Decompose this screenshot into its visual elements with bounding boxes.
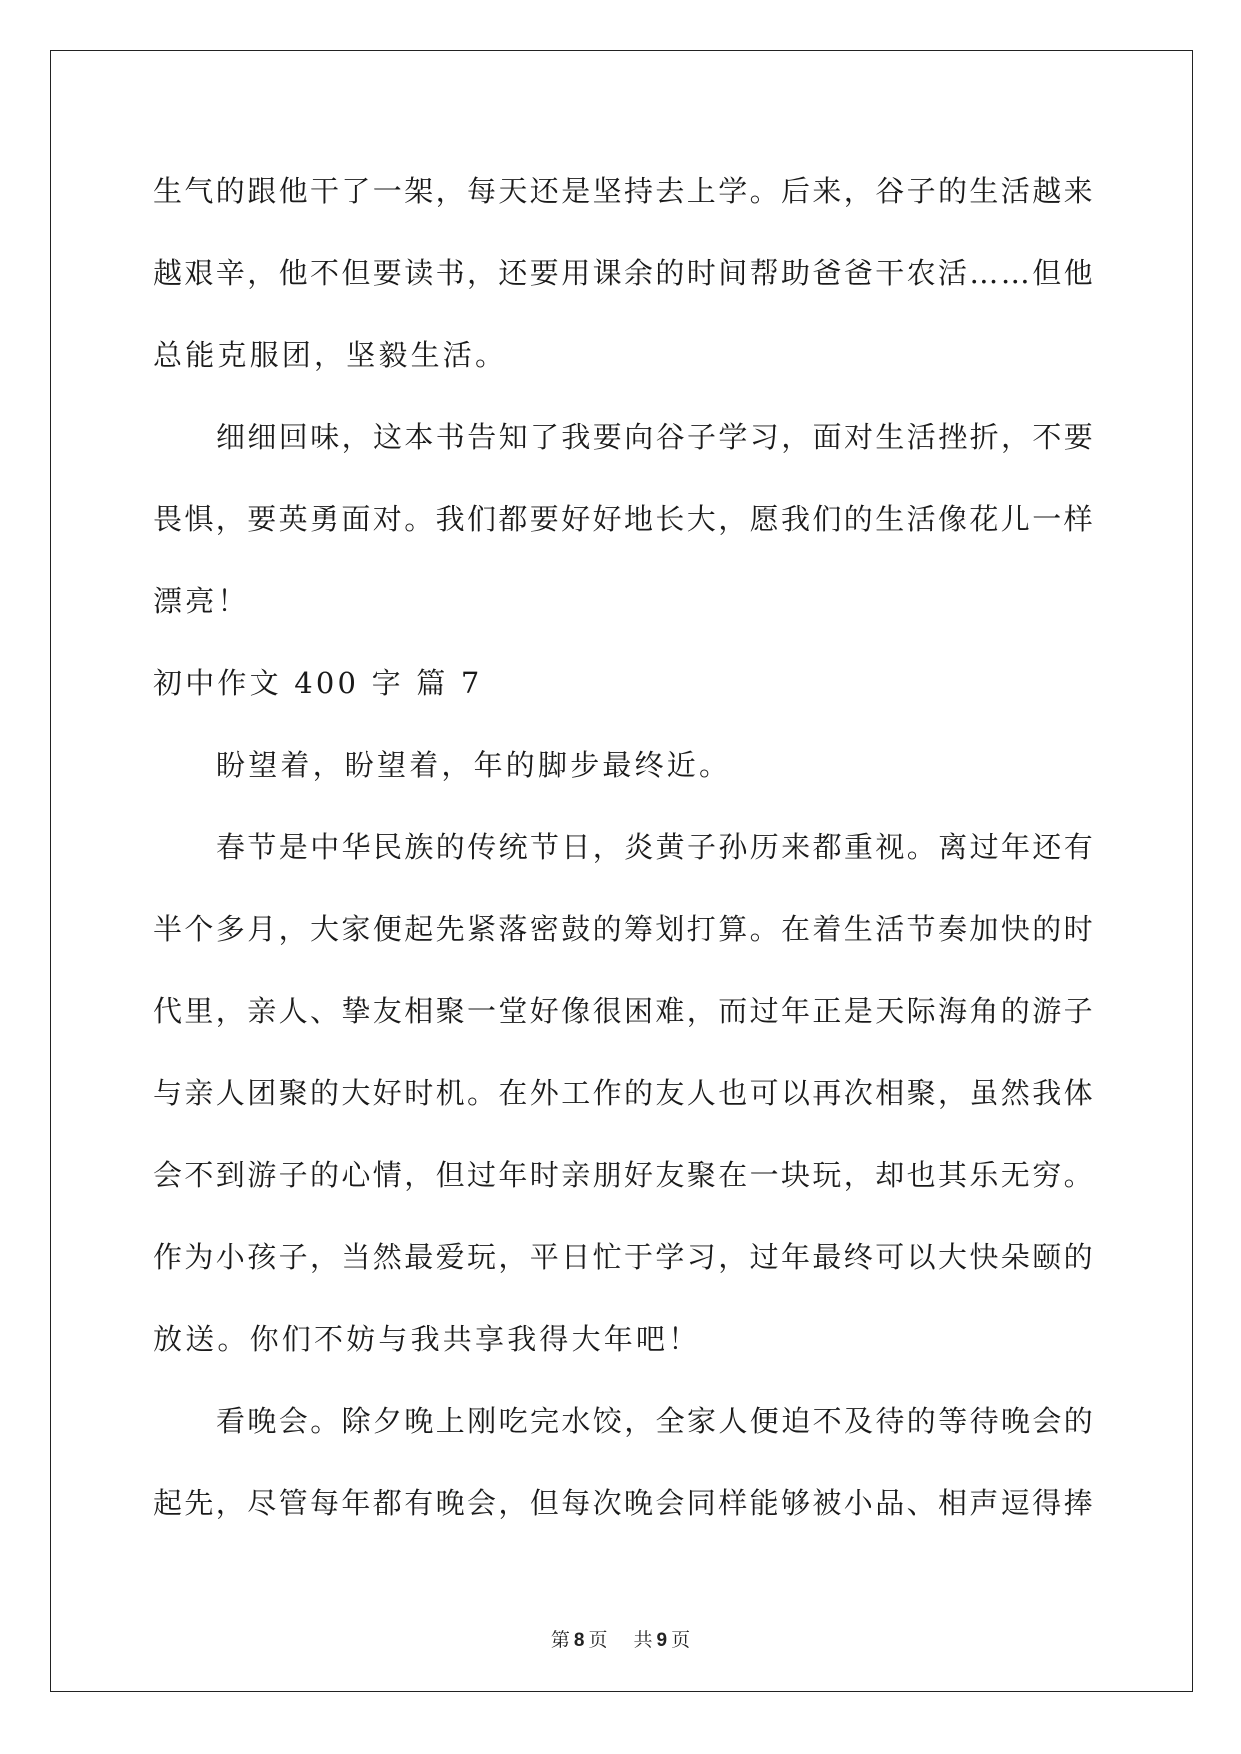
text-line: 总能克服团，坚毅生活。: [153, 338, 508, 372]
text-line: 放送。你们不妨与我共享我得大年吧！: [153, 1322, 701, 1356]
text-line: 畏惧，要英勇面对。我们都要好好地长大，愿我们的生活像花儿一样: [153, 502, 1096, 536]
text-line: 盼望着，盼望着，年的脚步最终近。: [216, 748, 732, 782]
page-suffix: 页: [588, 1629, 608, 1651]
text-line: 起先，尽管每年都有晚会，但每次晚会同样能够被小品、相声逗得捧: [153, 1486, 1096, 1520]
text-line: 半个多月，大家便起先紧落密鼓的筹划打算。在着生活节奏加快的时: [153, 912, 1096, 946]
text-line: 作为小孩子，当然最爱玩，平日忙于学习，过年最终可以大快朵颐的: [153, 1240, 1096, 1274]
text-line: 细细回味，这本书告知了我要向谷子学习，面对生活挫折，不要: [216, 420, 1096, 454]
text-line: 会不到游子的心情，但过年时亲朋好友聚在一块玩，却也其乐无穷。: [153, 1158, 1096, 1192]
page-total: 9: [656, 1630, 668, 1651]
text-line: 春节是中华民族的传统节日，炎黄子孙历来都重视。离过年还有: [216, 830, 1096, 864]
text-line: 与亲人团聚的大好时机。在外工作的友人也可以再次相聚，虽然我体: [153, 1076, 1096, 1110]
text-line: 生气的跟他干了一架，每天还是坚持去上学。后来，谷子的生活越来: [153, 174, 1096, 208]
page-footer: [0, 1628, 1241, 1653]
total-prefix: 共: [633, 1629, 653, 1651]
document-body: [153, 150, 1095, 1544]
total-suffix: 页: [671, 1629, 691, 1651]
section-heading: 初中作文 400 字 篇 7: [153, 666, 483, 700]
page-prefix: 第: [550, 1629, 570, 1651]
text-line: 看晚会。除夕晚上刚吃完水饺，全家人便迫不及待的等待晚会的: [216, 1404, 1096, 1438]
text-line: 代里，亲人、挚友相聚一堂好像很困难，而过年正是天际海角的游子: [153, 994, 1096, 1028]
text-line: 越艰辛，他不但要读书，还要用课余的时间帮助爸爸干农活……但他: [153, 256, 1096, 290]
page-current: 8: [573, 1630, 585, 1651]
text-line: 漂亮！: [153, 584, 250, 618]
